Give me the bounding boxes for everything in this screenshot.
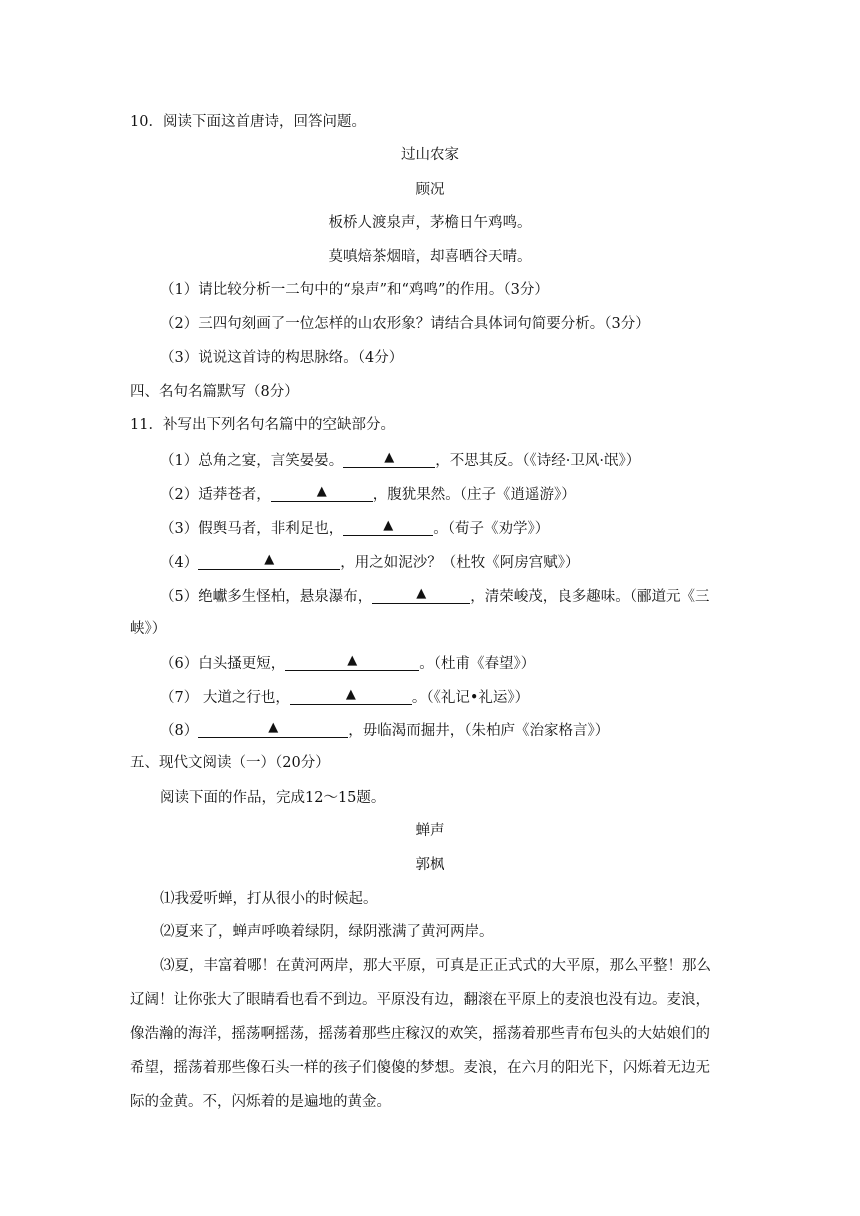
fill-item-7-pre: （7） 大道之行也， (160, 690, 290, 706)
triangle-marker: ▲ (268, 720, 279, 735)
essay-paragraph-3-line: 辽阔！让你张大了眼睛看也看不到边。平原没有边，翻滚在平原上的麦浪也没有边。麦浪， (130, 992, 710, 1008)
fill-item-6-post: 。（杜甫《春望》） (419, 656, 536, 672)
fill-item-5-post: ，清荣峻茂，良多趣味。（郦道元《三 (470, 589, 710, 605)
fill-item-6 (160, 652, 535, 674)
fill-item-3-post: 。（荀子《劝学》） (433, 521, 550, 537)
q10-sub-question-1: （1）请比较分析一二句中的“泉声”和“鸡鸣”的作用。（3分） (160, 282, 549, 298)
essay-paragraph-3-line: 际的金黄。不，闪烁着的是遍地的黄金。 (130, 1094, 391, 1110)
fill-item-6-pre: （6）白头搔更短， (160, 656, 286, 672)
fill-item-1-pre: （1）总角之宴，言笑晏晏。 (160, 453, 344, 469)
fill-item-2-pre: （2）适莽苍者， (160, 487, 271, 503)
fill-item-2 (160, 483, 576, 505)
fill-item-3-pre: （3）假舆马者，非利足也， (160, 521, 344, 537)
fill-item-8-pre: （8） (160, 723, 199, 739)
answer-blank-1[interactable] (343, 449, 435, 468)
poem-line-2: 莫嗔焙茶烟暗，却喜晒谷天晴。 (328, 249, 532, 265)
triangle-marker: ▲ (384, 450, 395, 465)
essay-paragraph-2: ⑵夏来了，蝉声呼唤着绿阴，绿阴涨满了黄河两岸。 (160, 924, 494, 940)
answer-blank-7[interactable] (290, 686, 412, 705)
section-5-instruction: 阅读下面的作品，完成12～15题。 (160, 790, 386, 806)
fill-item-8-post: ，毋临渴而掘井，（朱柏庐《治家格言》） (348, 723, 610, 739)
essay-paragraph-1: ⑴我爱听蝉，打从很小的时候起。 (160, 891, 378, 907)
triangle-marker: ▲ (416, 586, 427, 601)
q10-sub-question-2: （2）三四句刻画了一位怎样的山农形象？请结合具体词句简要分析。（3分） (160, 316, 650, 332)
fill-item-5 (160, 585, 709, 607)
poem-author: 顾况 (415, 182, 445, 198)
answer-blank-3[interactable] (343, 517, 433, 536)
answer-blank-8[interactable] (198, 719, 348, 738)
answer-blank-2[interactable] (271, 483, 373, 502)
fill-item-7-post: 。（《礼记•礼运》） (411, 690, 530, 706)
fill-item-5-pre: （5）绝巘多生怪柏，悬泉瀑布， (160, 589, 373, 605)
poem-title: 过山农家 (401, 147, 459, 163)
section-4-heading: 四、名句名篇默写（8分） (130, 384, 299, 400)
fill-item-5-continued: 峡》） (130, 621, 167, 637)
triangle-marker: ▲ (264, 552, 275, 567)
fill-item-7 (160, 686, 529, 708)
triangle-marker: ▲ (316, 484, 327, 499)
section-5-heading: 五、现代文阅读（一）（20分） (130, 755, 330, 771)
essay-paragraph-3-line: ⑶夏，丰富着哪！在黄河两岸，那大平原，可真是正正式式的大平原，那么平整！那么 (160, 958, 711, 974)
q11-intro: 11．补写出下列名句名篇中的空缺部分。 (130, 417, 395, 433)
fill-item-8 (160, 719, 609, 741)
fill-item-1 (160, 449, 640, 471)
essay-paragraph-3-line: 希望，摇荡着那些像石头一样的孩子们傻傻的梦想。麦浪，在六月的阳光下，闪烁着无边无 (130, 1060, 710, 1076)
triangle-marker: ▲ (383, 518, 394, 533)
triangle-marker: ▲ (345, 687, 356, 702)
fill-item-2-post: ，腹犹果然。（庄子《逍遥游》） (372, 487, 576, 503)
poem-line-1: 板桥人渡泉声，茅檐日午鸡鸣。 (328, 215, 532, 231)
triangle-marker: ▲ (347, 653, 358, 668)
answer-blank-6[interactable] (285, 652, 419, 671)
q10-sub-question-3: （3）说说这首诗的构思脉络。（4分） (160, 350, 404, 366)
answer-blank-5[interactable] (372, 585, 470, 604)
q10-intro: 10．阅读下面这首唐诗，回答问题。 (130, 114, 366, 130)
fill-item-3 (160, 517, 549, 539)
essay-title: 蝉声 (415, 823, 445, 839)
essay-paragraph-3-line: 像浩瀚的海洋，摇荡啊摇荡，摇荡着那些庄稼汉的欢笑，摇荡着那些青布包头的大姑娘们的 (130, 1026, 710, 1042)
fill-item-1-post: ，不思其反。（《诗经·卫风·氓》） (435, 453, 641, 469)
answer-blank-4[interactable] (198, 551, 340, 570)
fill-item-4-post: ，用之如泥沙？（杜牧《阿房宫赋》） (340, 555, 580, 571)
fill-item-4-pre: （4） (160, 555, 199, 571)
essay-author: 郭枫 (415, 857, 445, 873)
fill-item-4 (160, 551, 579, 573)
